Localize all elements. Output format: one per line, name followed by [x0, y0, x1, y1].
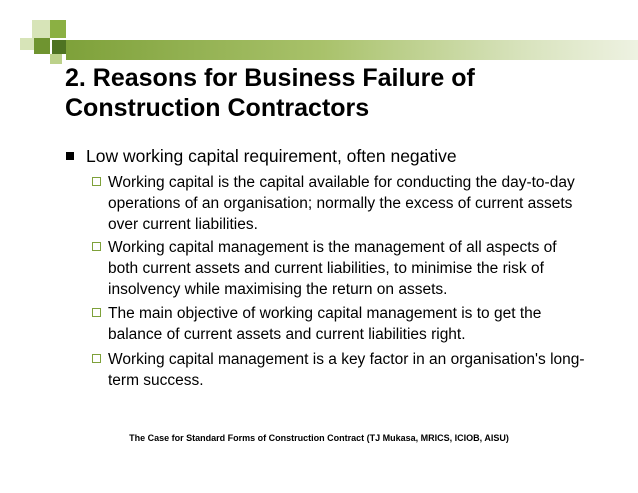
sub-bullet — [108, 303, 586, 345]
sub-bullet — [108, 172, 586, 235]
deco-square — [20, 38, 34, 50]
sub-bullet-text: The main objective of working capital management is to get the balance of current assets and current liabilities right. — [108, 305, 542, 343]
hollow-square-bullet-icon — [92, 308, 101, 317]
sub-bullet-text: Working capital management is the management of all aspects of both current assets and current liabilities, to minimise the risk of insolvency while maximising the return on assets. — [108, 239, 557, 298]
square-bullet-icon — [66, 152, 74, 160]
deco-square — [50, 20, 66, 38]
deco-square — [32, 20, 50, 38]
sub-bullet-text: Working capital management is a key factor in an organisation's long-term success. — [108, 351, 585, 389]
header-bar — [66, 40, 638, 60]
hollow-square-bullet-icon — [92, 177, 101, 186]
sub-bullet — [108, 349, 586, 391]
hollow-square-bullet-icon — [92, 354, 101, 363]
deco-square — [50, 54, 62, 64]
sub-bullet-text: Working capital is the capital available for conducting the day-to-day operations of an organisation; normally the excess of current assets over current liabilities. — [108, 174, 575, 233]
sub-bullet — [108, 237, 586, 300]
slide-title: 2. Reasons for Business Failure of Construction Contractors — [65, 64, 475, 122]
main-bullet-text: Low working capital requirement, often negative — [86, 146, 457, 166]
main-bullet — [66, 146, 457, 167]
deco-square — [34, 38, 50, 54]
slide-footer: The Case for Standard Forms of Construction Contract (TJ Mukasa, MRICS, ICIOB, AISU) — [129, 433, 509, 443]
hollow-square-bullet-icon — [92, 242, 101, 251]
deco-square — [52, 40, 66, 54]
